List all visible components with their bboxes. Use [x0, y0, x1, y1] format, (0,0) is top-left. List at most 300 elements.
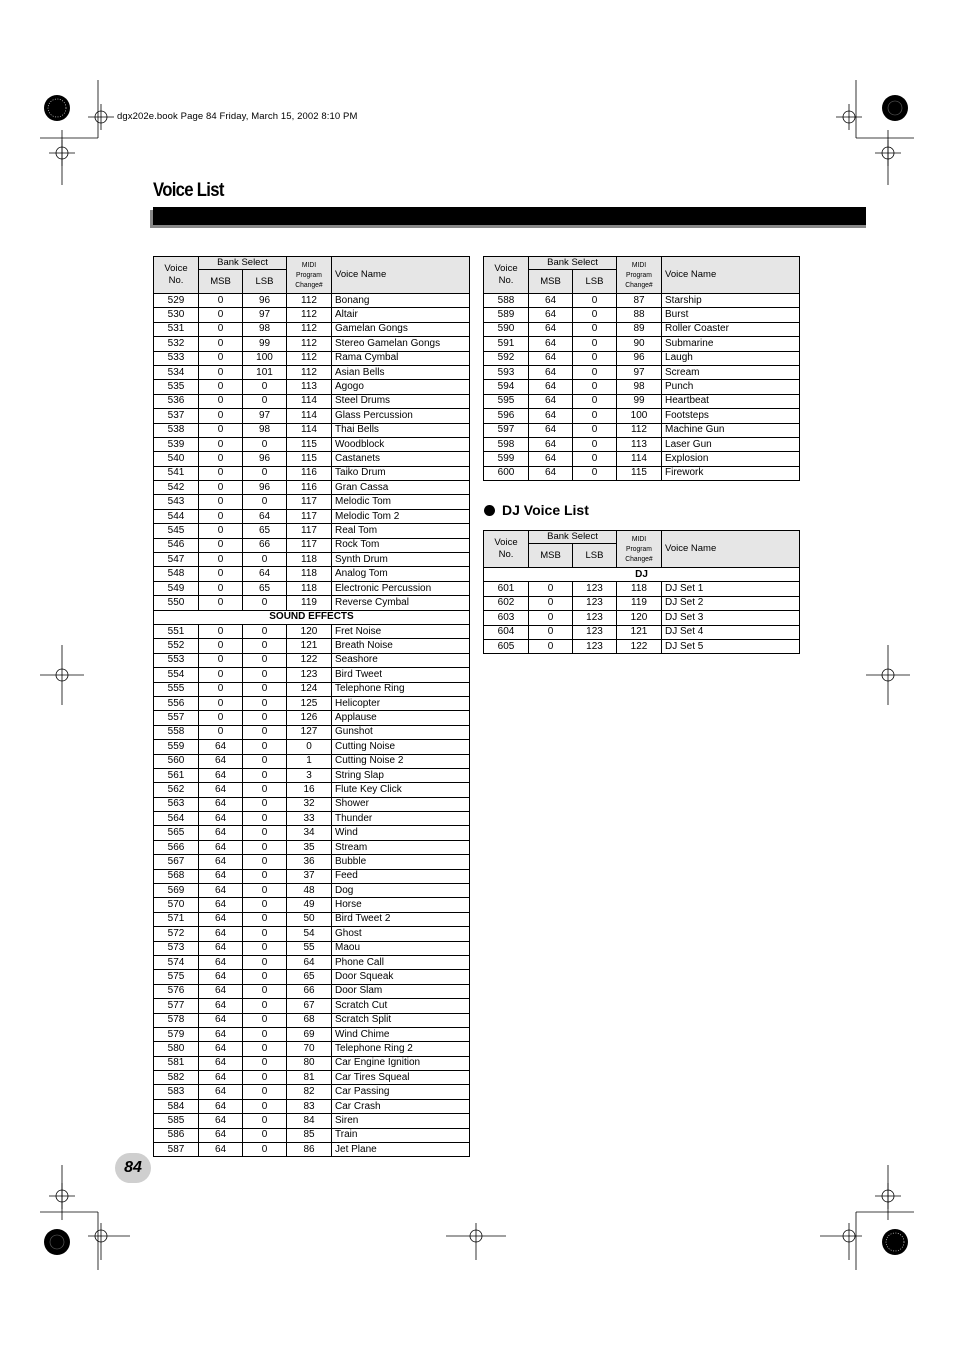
voice-no-cell: 573	[154, 941, 199, 955]
program-change-cell: 114	[287, 394, 332, 408]
program-change-cell: 122	[287, 653, 332, 667]
program-change-cell: 16	[287, 783, 332, 797]
program-change-cell: 117	[287, 495, 332, 509]
voice-no-cell: 599	[484, 452, 529, 466]
lsb-cell: 0	[243, 380, 287, 394]
lsb-cell: 0	[243, 754, 287, 768]
program-change-cell: 100	[617, 409, 662, 423]
lsb-cell: 0	[243, 826, 287, 840]
voice-name-cell: Wind Chime	[332, 1027, 470, 1041]
msb-cell: 64	[529, 423, 573, 437]
msb-cell: 0	[199, 351, 243, 365]
voice-name-cell: Asian Bells	[332, 365, 470, 379]
msb-cell: 64	[199, 768, 243, 782]
table-row	[154, 308, 470, 322]
program-change-cell: 112	[287, 322, 332, 336]
msb-cell: 0	[529, 611, 573, 625]
voice-name-cell: Telephone Ring	[332, 682, 470, 696]
lsb-cell: 65	[243, 581, 287, 595]
voice-name-cell: Car Engine Ignition	[332, 1056, 470, 1070]
page-number: 84	[115, 1153, 151, 1183]
msb-cell: 64	[199, 1099, 243, 1113]
table-row	[154, 1099, 470, 1113]
program-change-cell: 90	[617, 337, 662, 351]
program-change-cell: 112	[287, 351, 332, 365]
program-change-cell: 122	[617, 639, 662, 653]
msb-cell: 0	[199, 466, 243, 480]
program-change-cell: 99	[617, 394, 662, 408]
table-row	[154, 624, 470, 638]
program-change-cell: 68	[287, 1013, 332, 1027]
msb-cell: 64	[199, 855, 243, 869]
table-row	[154, 826, 470, 840]
program-change-cell: 66	[287, 984, 332, 998]
program-change-cell: 35	[287, 840, 332, 854]
voice-name-cell: Stream	[332, 840, 470, 854]
voice-no-cell: 591	[484, 337, 529, 351]
voice-no-cell: 575	[154, 970, 199, 984]
voice-name-cell: Fret Noise	[332, 624, 470, 638]
lsb-cell: 64	[243, 567, 287, 581]
table-row	[154, 1071, 470, 1085]
program-change-cell: 114	[287, 423, 332, 437]
table-row	[154, 553, 470, 567]
lsb-cell: 0	[243, 394, 287, 408]
table-row	[154, 1085, 470, 1099]
header-voice-name: Voice Name	[332, 257, 470, 294]
program-change-cell: 36	[287, 855, 332, 869]
voice-no-cell: 604	[484, 625, 529, 639]
voice-no-cell: 536	[154, 394, 199, 408]
voice-no-cell: 547	[154, 553, 199, 567]
table-row	[154, 1114, 470, 1128]
voice-no-cell: 600	[484, 466, 529, 480]
msb-cell: 64	[199, 783, 243, 797]
program-change-cell: 112	[617, 423, 662, 437]
voice-name-cell: Melodic Tom 2	[332, 509, 470, 523]
voice-no-cell: 551	[154, 624, 199, 638]
voice-table-left	[153, 256, 470, 1157]
program-change-cell: 117	[287, 509, 332, 523]
table-row	[484, 394, 800, 408]
msb-cell: 0	[199, 696, 243, 710]
voice-name-cell: Submarine	[662, 337, 800, 351]
program-change-cell: 112	[287, 294, 332, 308]
voice-name-cell: Bonang	[332, 294, 470, 308]
msb-cell: 64	[199, 797, 243, 811]
msb-cell: 64	[199, 1071, 243, 1085]
voice-no-cell: 562	[154, 783, 199, 797]
table-row	[484, 380, 800, 394]
lsb-cell: 123	[573, 639, 617, 653]
program-change-cell: 118	[287, 567, 332, 581]
table-row	[154, 740, 470, 754]
voice-no-cell: 605	[484, 639, 529, 653]
header-midi: MIDI Program Change#	[617, 257, 662, 294]
table-row	[484, 625, 800, 639]
lsb-cell: 65	[243, 524, 287, 538]
table-row	[484, 596, 800, 610]
voice-no-cell: 540	[154, 452, 199, 466]
msb-cell: 64	[529, 308, 573, 322]
dj-voice-table	[483, 530, 800, 654]
program-change-cell: 49	[287, 898, 332, 912]
program-change-cell: 37	[287, 869, 332, 883]
voice-no-cell: 533	[154, 351, 199, 365]
table-row	[484, 582, 800, 596]
msb-cell: 64	[199, 970, 243, 984]
voice-no-cell: 559	[154, 740, 199, 754]
msb-cell: 64	[199, 1143, 243, 1157]
voice-name-cell: Train	[332, 1128, 470, 1142]
voice-name-cell: Firework	[662, 466, 800, 480]
msb-cell: 64	[199, 912, 243, 926]
program-change-cell: 117	[287, 524, 332, 538]
lsb-cell: 96	[243, 481, 287, 495]
msb-cell: 0	[199, 423, 243, 437]
table-row	[154, 855, 470, 869]
dj-heading-text: DJ Voice List	[502, 502, 589, 518]
voice-name-cell: Scratch Split	[332, 1013, 470, 1027]
voice-name-cell: Glass Percussion	[332, 409, 470, 423]
voice-no-cell: 560	[154, 754, 199, 768]
table-row	[154, 840, 470, 854]
voice-name-cell: String Slap	[332, 768, 470, 782]
voice-name-cell: Scream	[662, 365, 800, 379]
voice-name-cell: Agogo	[332, 380, 470, 394]
table-row	[154, 984, 470, 998]
voice-name-cell: Gran Cassa	[332, 481, 470, 495]
lsb-cell: 0	[243, 711, 287, 725]
voice-name-cell: Helicopter	[332, 696, 470, 710]
program-change-cell: 119	[287, 596, 332, 610]
table-row	[154, 797, 470, 811]
voice-name-cell: Altair	[332, 308, 470, 322]
lsb-cell: 0	[243, 884, 287, 898]
program-change-cell: 1	[287, 754, 332, 768]
table-row	[484, 351, 800, 365]
voice-no-cell: 598	[484, 437, 529, 451]
lsb-cell: 0	[243, 955, 287, 969]
voice-name-cell: Seashore	[332, 653, 470, 667]
msb-cell: 64	[199, 1114, 243, 1128]
voice-name-cell: Maou	[332, 941, 470, 955]
table-row	[154, 711, 470, 725]
program-change-cell: 84	[287, 1114, 332, 1128]
voice-no-cell: 541	[154, 466, 199, 480]
msb-cell: 0	[199, 481, 243, 495]
voice-name-cell: Car Tires Squeal	[332, 1071, 470, 1085]
lsb-cell: 123	[573, 611, 617, 625]
voice-no-cell: 593	[484, 365, 529, 379]
program-change-cell: 89	[617, 322, 662, 336]
voice-no-cell: 534	[154, 365, 199, 379]
voice-name-cell: Bubble	[332, 855, 470, 869]
msb-cell: 0	[199, 553, 243, 567]
voice-no-cell: 577	[154, 999, 199, 1013]
msb-cell: 64	[199, 955, 243, 969]
voice-name-cell: Thai Bells	[332, 423, 470, 437]
voice-name-cell: Explosion	[662, 452, 800, 466]
voice-no-cell: 570	[154, 898, 199, 912]
voice-name-cell: DJ Set 2	[662, 596, 800, 610]
msb-cell: 64	[199, 1042, 243, 1056]
table-row	[484, 322, 800, 336]
msb-cell: 64	[199, 840, 243, 854]
lsb-cell: 0	[243, 596, 287, 610]
msb-cell: 0	[199, 567, 243, 581]
lsb-cell: 0	[573, 409, 617, 423]
table-row	[154, 322, 470, 336]
lsb-cell: 0	[243, 812, 287, 826]
program-change-cell: 115	[287, 437, 332, 451]
voice-name-cell: Feed	[332, 869, 470, 883]
voice-name-cell: Door Squeak	[332, 970, 470, 984]
voice-no-cell: 572	[154, 927, 199, 941]
lsb-cell: 0	[573, 308, 617, 322]
lsb-cell: 98	[243, 322, 287, 336]
lsb-cell: 96	[243, 294, 287, 308]
lsb-cell: 123	[573, 582, 617, 596]
table-row	[154, 941, 470, 955]
voice-name-cell: Door Slam	[332, 984, 470, 998]
msb-cell: 64	[529, 365, 573, 379]
lsb-cell: 0	[573, 337, 617, 351]
program-change-cell: 83	[287, 1099, 332, 1113]
voice-name-cell: Cutting Noise	[332, 740, 470, 754]
lsb-cell: 0	[243, 768, 287, 782]
voice-name-cell: DJ Set 4	[662, 625, 800, 639]
voice-no-cell: 587	[154, 1143, 199, 1157]
msb-cell: 0	[529, 596, 573, 610]
voice-no-cell: 576	[154, 984, 199, 998]
table-row	[154, 509, 470, 523]
table-row	[484, 294, 800, 308]
lsb-cell: 0	[573, 394, 617, 408]
voice-no-cell: 531	[154, 322, 199, 336]
lsb-cell: 0	[243, 1099, 287, 1113]
voice-name-cell: Starship	[662, 294, 800, 308]
program-change-cell: 0	[287, 740, 332, 754]
program-change-cell: 96	[617, 351, 662, 365]
voice-name-cell: Bird Tweet 2	[332, 912, 470, 926]
program-change-cell: 126	[287, 711, 332, 725]
table-row	[154, 495, 470, 509]
voice-no-cell: 556	[154, 696, 199, 710]
lsb-cell: 0	[573, 294, 617, 308]
table-row	[484, 337, 800, 351]
voice-no-cell: 582	[154, 1071, 199, 1085]
voice-name-cell: Applause	[332, 711, 470, 725]
lsb-cell: 0	[243, 1114, 287, 1128]
msb-cell: 0	[199, 639, 243, 653]
lsb-cell: 0	[243, 466, 287, 480]
voice-name-cell: Rama Cymbal	[332, 351, 470, 365]
dj-voice-list-heading	[484, 502, 589, 518]
program-change-cell: 120	[287, 624, 332, 638]
header-voice-no: Voice No.	[484, 531, 529, 568]
program-change-cell: 116	[287, 481, 332, 495]
table-row	[484, 611, 800, 625]
msb-cell: 0	[199, 322, 243, 336]
voice-table-right	[483, 256, 800, 481]
table-row	[154, 639, 470, 653]
header-bank-select: Bank Select	[199, 257, 287, 270]
bullet-icon	[484, 505, 495, 516]
msb-cell: 64	[529, 409, 573, 423]
table-row	[154, 581, 470, 595]
voice-no-cell: 571	[154, 912, 199, 926]
program-change-cell: 112	[287, 308, 332, 322]
msb-cell: 64	[199, 984, 243, 998]
voice-no-cell: 542	[154, 481, 199, 495]
table-row	[154, 437, 470, 451]
voice-no-cell: 557	[154, 711, 199, 725]
table-row	[154, 1056, 470, 1070]
msb-cell: 64	[199, 812, 243, 826]
program-change-cell: 112	[287, 337, 332, 351]
voice-no-cell: 586	[154, 1128, 199, 1142]
table-row	[484, 365, 800, 379]
section-dj: DJ	[484, 568, 800, 582]
header-midi: MIDI Program Change#	[617, 531, 662, 568]
voice-no-cell: 553	[154, 653, 199, 667]
msb-cell: 0	[529, 639, 573, 653]
msb-cell: 0	[199, 624, 243, 638]
program-change-cell: 113	[287, 380, 332, 394]
table-row	[154, 898, 470, 912]
lsb-cell: 0	[243, 553, 287, 567]
table-row	[154, 1013, 470, 1027]
lsb-cell: 97	[243, 409, 287, 423]
voice-name-cell: Footsteps	[662, 409, 800, 423]
voice-no-cell: 561	[154, 768, 199, 782]
program-change-cell: 125	[287, 696, 332, 710]
header-voice-no: Voice No.	[154, 257, 199, 294]
voice-name-cell: Breath Noise	[332, 639, 470, 653]
voice-no-cell: 546	[154, 538, 199, 552]
voice-no-cell: 568	[154, 869, 199, 883]
voice-name-cell: Synth Drum	[332, 553, 470, 567]
voice-no-cell: 549	[154, 581, 199, 595]
voice-no-cell: 537	[154, 409, 199, 423]
lsb-cell: 0	[243, 898, 287, 912]
voice-name-cell: Burst	[662, 308, 800, 322]
lsb-cell: 0	[243, 999, 287, 1013]
voice-no-cell: 578	[154, 1013, 199, 1027]
lsb-cell: 0	[243, 1013, 287, 1027]
msb-cell: 64	[529, 294, 573, 308]
voice-no-cell: 548	[154, 567, 199, 581]
lsb-cell: 0	[243, 624, 287, 638]
msb-cell: 64	[199, 1085, 243, 1099]
table-row	[484, 452, 800, 466]
table-row	[154, 596, 470, 610]
msb-cell: 64	[529, 394, 573, 408]
voice-name-cell: Steel Drums	[332, 394, 470, 408]
table-row	[154, 653, 470, 667]
msb-cell: 0	[199, 653, 243, 667]
title-bar-shadow-bottom	[150, 225, 866, 228]
voice-name-cell: Phone Call	[332, 955, 470, 969]
header-voice-name: Voice Name	[662, 257, 800, 294]
lsb-cell: 0	[243, 941, 287, 955]
msb-cell: 64	[199, 941, 243, 955]
table-row	[154, 812, 470, 826]
voice-no-cell: 583	[154, 1085, 199, 1099]
table-row	[154, 668, 470, 682]
lsb-cell: 123	[573, 596, 617, 610]
voice-name-cell: Laser Gun	[662, 437, 800, 451]
voice-name-cell: Roller Coaster	[662, 322, 800, 336]
lsb-cell: 0	[243, 1085, 287, 1099]
program-change-cell: 85	[287, 1128, 332, 1142]
voice-name-cell: Melodic Tom	[332, 495, 470, 509]
program-change-cell: 124	[287, 682, 332, 696]
header-msb: MSB	[199, 270, 243, 294]
msb-cell: 64	[199, 927, 243, 941]
voice-name-cell: Car Passing	[332, 1085, 470, 1099]
voice-name-cell: Analog Tom	[332, 567, 470, 581]
program-change-cell: 114	[287, 409, 332, 423]
lsb-cell: 0	[243, 912, 287, 926]
table-row	[154, 452, 470, 466]
table-row	[154, 1143, 470, 1157]
voice-name-cell: Jet Plane	[332, 1143, 470, 1157]
table-row	[154, 481, 470, 495]
msb-cell: 64	[199, 1128, 243, 1142]
print-header-line: dgx202e.book Page 84 Friday, March 15, 2002 8:10 PM	[117, 111, 358, 122]
msb-cell: 0	[199, 437, 243, 451]
header-lsb: LSB	[573, 544, 617, 568]
voice-name-cell: Siren	[332, 1114, 470, 1128]
msb-cell: 0	[199, 380, 243, 394]
program-change-cell: 80	[287, 1056, 332, 1070]
voice-name-cell: Rock Tom	[332, 538, 470, 552]
section-sound-effects: SOUND EFFECTS	[154, 610, 470, 624]
msb-cell: 64	[529, 466, 573, 480]
msb-cell: 0	[199, 394, 243, 408]
voice-name-cell: Ghost	[332, 927, 470, 941]
voice-name-cell: Heartbeat	[662, 394, 800, 408]
lsb-cell: 0	[243, 437, 287, 451]
table-row	[154, 337, 470, 351]
voice-name-cell: Reverse Cymbal	[332, 596, 470, 610]
header-msb: MSB	[529, 270, 573, 294]
msb-cell: 64	[529, 437, 573, 451]
program-change-cell: 98	[617, 380, 662, 394]
voice-no-cell: 563	[154, 797, 199, 811]
lsb-cell: 0	[243, 840, 287, 854]
msb-cell: 64	[199, 754, 243, 768]
lsb-cell: 0	[573, 365, 617, 379]
table-row	[154, 970, 470, 984]
msb-cell: 64	[199, 1027, 243, 1041]
lsb-cell: 98	[243, 423, 287, 437]
voice-name-cell: Cutting Noise 2	[332, 754, 470, 768]
table-row	[154, 725, 470, 739]
program-change-cell: 116	[287, 466, 332, 480]
table-row	[154, 466, 470, 480]
msb-cell: 64	[529, 337, 573, 351]
voice-name-cell: Gamelan Gongs	[332, 322, 470, 336]
lsb-cell: 0	[243, 869, 287, 883]
table-row	[484, 639, 800, 653]
voice-no-cell: 530	[154, 308, 199, 322]
lsb-cell: 97	[243, 308, 287, 322]
program-change-cell: 87	[617, 294, 662, 308]
voice-no-cell: 592	[484, 351, 529, 365]
